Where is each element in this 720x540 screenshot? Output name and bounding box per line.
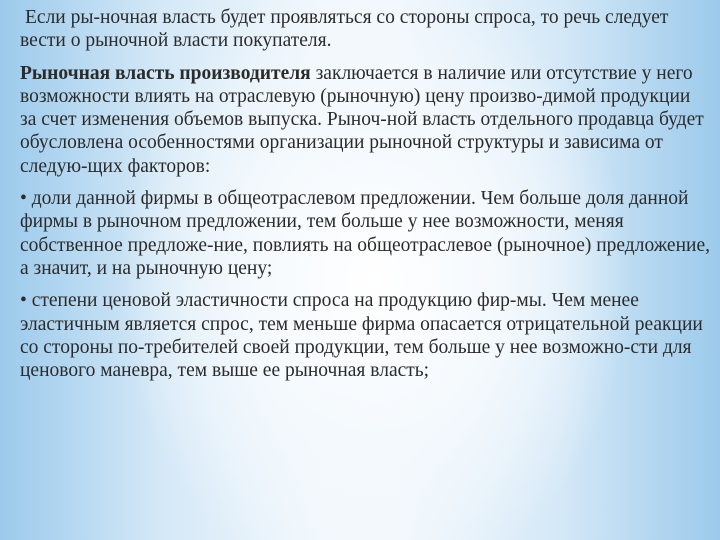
producer-power-term: Рыночная власть производителя xyxy=(20,62,311,84)
bullet-market-share: • доли данной фирмы в общеотраслевом предложении. Чем больше доля данной фирмы в рыночном предложении, тем больше у нее возможности, меняя собственное предложе-ние, повлиять на общеотраслевое (рыночное) предложение, а значит, и на рыночную цену; xyxy=(20,188,710,279)
paragraph-buyer-power: Если ры-ночная власть будет проявляться со стороны спроса, то речь следует вести о рыночной власти покупателя. xyxy=(20,7,669,52)
paragraph-producer-power xyxy=(20,62,710,178)
bullet-price-elasticity: • степени ценовой эластичности спроса на продукцию фир-мы. Чем менее эластичным является спрос, тем меньше фирма опасается отрицательной реакции со стороны по-требителей своей продукции, тем больше у нее возможно-сти для ценового маневра, тем выше ее рыночная власть; xyxy=(20,290,703,382)
slide-body xyxy=(20,6,710,382)
producer-power-definition: заключается в наличие или отсутствие у него возможности влиять на отраслевую (рыночную) цену произво-димой продукции за счет изменения объемов выпуска. Рыноч-ной власть отдельного продавца будет обусловлена особенностями организации рыночной структуры и зависима от следую-щих факторов: xyxy=(20,62,704,177)
